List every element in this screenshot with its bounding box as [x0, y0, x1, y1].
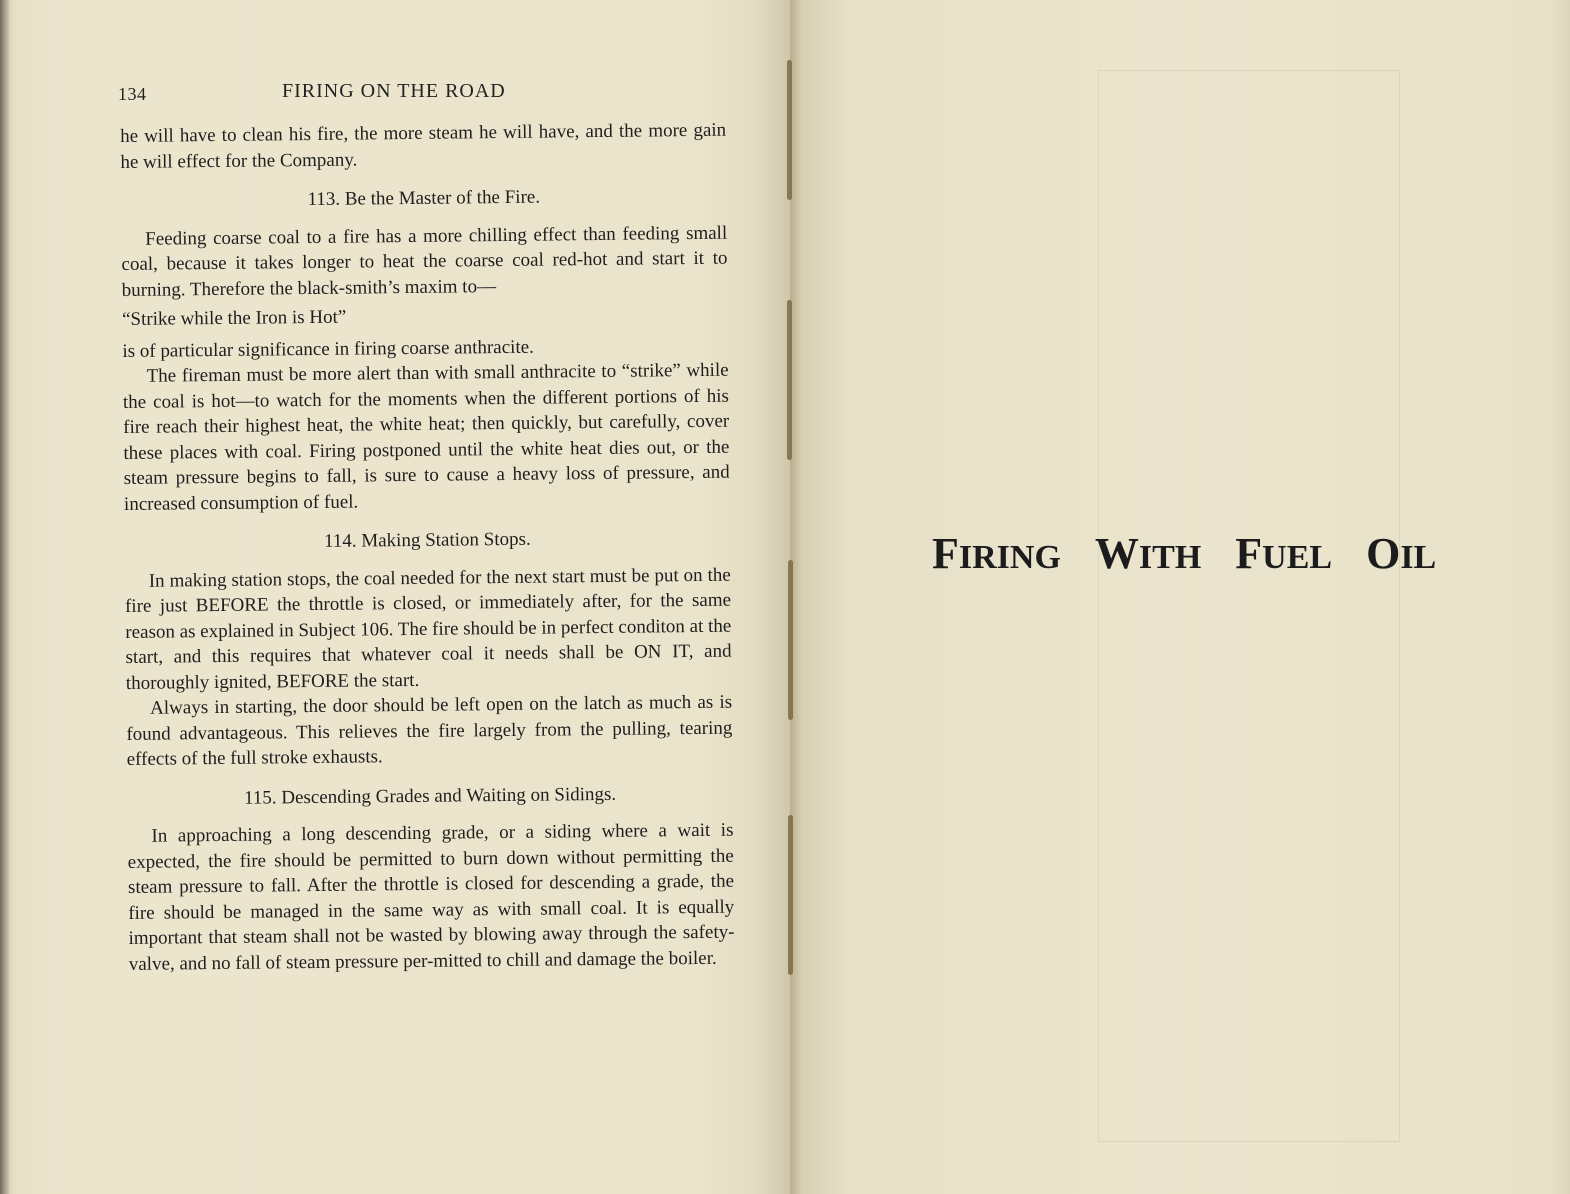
- gutter-stain: [787, 60, 792, 200]
- gutter-stain: [788, 815, 793, 975]
- show-through-text: [1098, 70, 1400, 1142]
- gutter-stain: [787, 300, 792, 460]
- section-heading-113: 113. Be the Master of the Fire.: [307, 186, 541, 211]
- running-title: FIRING ON THE ROAD: [282, 80, 506, 102]
- paragraph: The fireman must be more alert than with small anthracite to “strike” while the coal is hot—to watch for the moments when the different portions of his fire reach their highest heat, the white heat; then quickly, but carefully, cover these places with coal. Firing postponed until the white heat dies out, or the steam pressure begins to fall, is sure to cause a heavy loss of pressure, and increased consumption of fuel.: [122, 359, 730, 515]
- continuation-paragraph: he will have to clean his fire, the more steam he will have, and the more gain he will effect for the Company.: [120, 119, 727, 173]
- chapter-title: FIRING WITH FUEL OIL: [932, 529, 1437, 578]
- paragraph: Feeding coarse coal to a fire has a more chilling effect than feeding small coal, because it takes longer to heat the coarse coal red-hot and start it to burning. Therefore the black-smith’s maxim to—: [121, 222, 728, 301]
- paragraph: In approaching a long descending grade, or a siding where a wait is expected, the fire should be permitted to burn down without permitting the steam pressure to fall. After the throttle is closed for descending a grade, the fire should be managed in the same way as with small coal. It is equally important that steam shall not be wasted by blowing away through the safety-valve, and no fall of steam pressure per-mitted to chill and damage the boiler.: [127, 819, 735, 975]
- body-text: [120, 118, 735, 977]
- gutter-stain: [788, 560, 793, 720]
- paragraph: Always in starting, the door should be left open on the latch as much as is found advantageous. This relieves the fire largely from the pulling, tearing effects of the full stroke exhausts.: [126, 691, 733, 770]
- right-page: [790, 0, 1570, 1194]
- section-heading-115: 115. Descending Grades and Waiting on Sidings.: [243, 783, 617, 809]
- section-heading-114: 114. Making Station Stops.: [323, 528, 531, 552]
- page-number: 134: [118, 84, 147, 104]
- running-head: [118, 80, 558, 110]
- quote: “Strike while the Iron is Hot”: [121, 306, 347, 330]
- paragraph: is of particular significance in firing coarse anthracite.: [122, 336, 534, 362]
- paragraph: In making station stops, the coal needed for the next start must be put on the fire just BEFORE the throttle is closed, or immediately after, for the same reason as explained in Subject 106. The fire should be in perfect conditon at the start, and this requires that whatever coal it needs shall be ON IT, and thoroughly ignited, BEFORE the start.: [124, 564, 732, 694]
